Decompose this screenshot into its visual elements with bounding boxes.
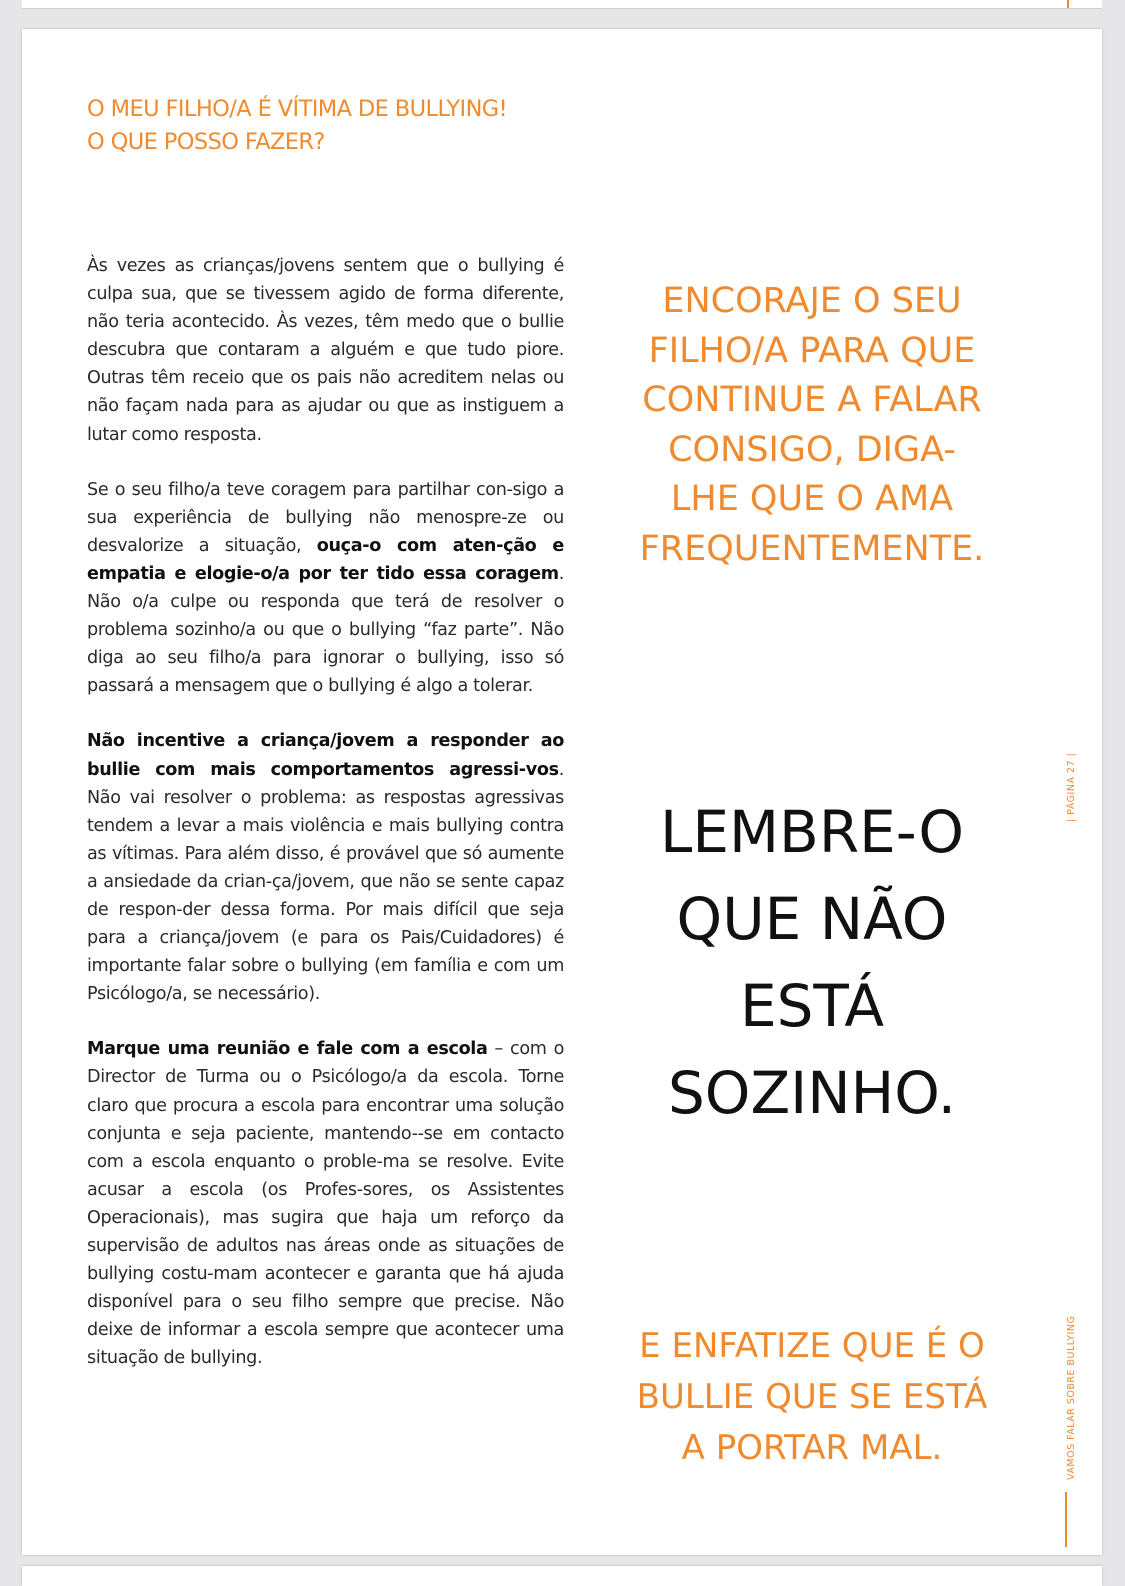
callout-line: CONTINUE A FALAR [642, 380, 982, 420]
callout-line: A PORTAR MAL. [681, 1428, 943, 1468]
callout-line: FILHO/A PARA QUE [648, 330, 976, 371]
callout-line: ENCORAJE O SEU [662, 281, 962, 321]
callout-line: SOZINHO. [667, 1059, 957, 1127]
paragraph-3-bold: Não incentive a criança/jovem a responder ao bullie com mais comportamentos agressi-vos [87, 731, 564, 780]
paragraph-2-text-b: . Não o/a culpe ou responda que terá de resolver o problema sozinho/a ou que o bullying “faz parte”. Não diga ao seu filho/a para ignorar o bullying, isso só passará a mensagem que o bullying é algo a tolerar. [87, 563, 564, 697]
callout-line: LHE QUE O AMA [670, 479, 954, 519]
paragraph-1 [87, 252, 564, 449]
side-accent-line [1065, 1492, 1067, 1547]
heading-line-2: O QUE POSSO FAZER? [87, 129, 325, 155]
callout-encourage [602, 277, 1022, 574]
paragraph-1-text: Às vezes as crianças/jovens sentem que o bullying é culpa sua, que se tivessem agido de forma diferente, não teria acontecido. Às vezes, têm medo que o bullie descubra que contaram a alguém e que tudo piore. Outras têm receio que os pais não acreditem nelas ou não façam nada para as ajudar ou que as instiguem a lutar como resposta. [87, 256, 564, 445]
page-heading [87, 93, 587, 159]
paragraph-3 [87, 727, 564, 1008]
document-page [22, 29, 1102, 1555]
page-number-label: | PÁGINA 27 | [1066, 752, 1077, 822]
callout-line: CONSIGO, DIGA- [668, 429, 956, 470]
callout-line: ESTÁ [739, 972, 885, 1040]
paragraph-3-text: . Não vai resolver o problema: as respostas agressivas tendem a levar a mais violência e mais bullying contra as vítimas. Para além disso, é provável que só aumente a ansiedade da crian-ça/jovem, que não se sente capaz de respon-der dessa forma. Por mais difícil que seja para a criança/jovem (e para os Pais/Cuidadores) é importante falar sobre o bullying (em família e com um Psicólogo/a, se necessário). [87, 759, 564, 1005]
previous-page-marker [1067, 0, 1069, 8]
paragraph-4 [87, 1035, 564, 1372]
callout-line: BULLIE QUE SE ESTÁ [636, 1377, 988, 1417]
next-page-edge [22, 1566, 1102, 1586]
heading-line-1: O MEU FILHO/A É VÍTIMA DE BULLYING! [87, 96, 508, 122]
callout-not-alone [602, 789, 1022, 1137]
callout-line: E ENFATIZE QUE É O [639, 1326, 985, 1366]
publication-title-label: VAMOS FALAR SOBRE BULLYING [1066, 1315, 1077, 1480]
callout-emphasize [602, 1321, 1022, 1474]
previous-page-edge [22, 0, 1102, 9]
paragraph-4-text: – com o Director de Turma ou o Psicólogo/a da escola. Torne claro que procura a escola para encontrar uma solução conjunta e seja paciente, mantendo--se em contacto com a escola enquanto o proble-ma se resolve. Evite acusar a escola (os Profes-sores, os Assistentes Operacionais), mas sugira que haja um reforço da supervisão de adultos nas áreas onde as situações de bullying costu-mam acontecer e garanta que há ajuda disponível para o seu filho sempre que precise. Não deixe de informar a escola sempre que acontecer uma situação de bullying. [87, 1039, 564, 1369]
paragraph-2 [87, 476, 564, 701]
callout-line: FREQUENTEMENTE. [639, 528, 985, 569]
callout-line: LEMBRE-O [660, 798, 964, 866]
body-text-column [87, 252, 564, 1399]
paragraph-2-bold: ouça-o com aten-ção e empatia e elogie-o/a por ter tido essa coragem [87, 535, 564, 584]
paragraph-4-bold: Marque uma reunião e fale com a escola [87, 1039, 488, 1060]
callout-line: QUE NÃO [676, 885, 948, 953]
paragraph-2-text-a: Se o seu filho/a teve coragem para partilhar con-sigo a sua experiência de bullying não menospre-ze ou desvalorize a situação, [87, 479, 564, 556]
